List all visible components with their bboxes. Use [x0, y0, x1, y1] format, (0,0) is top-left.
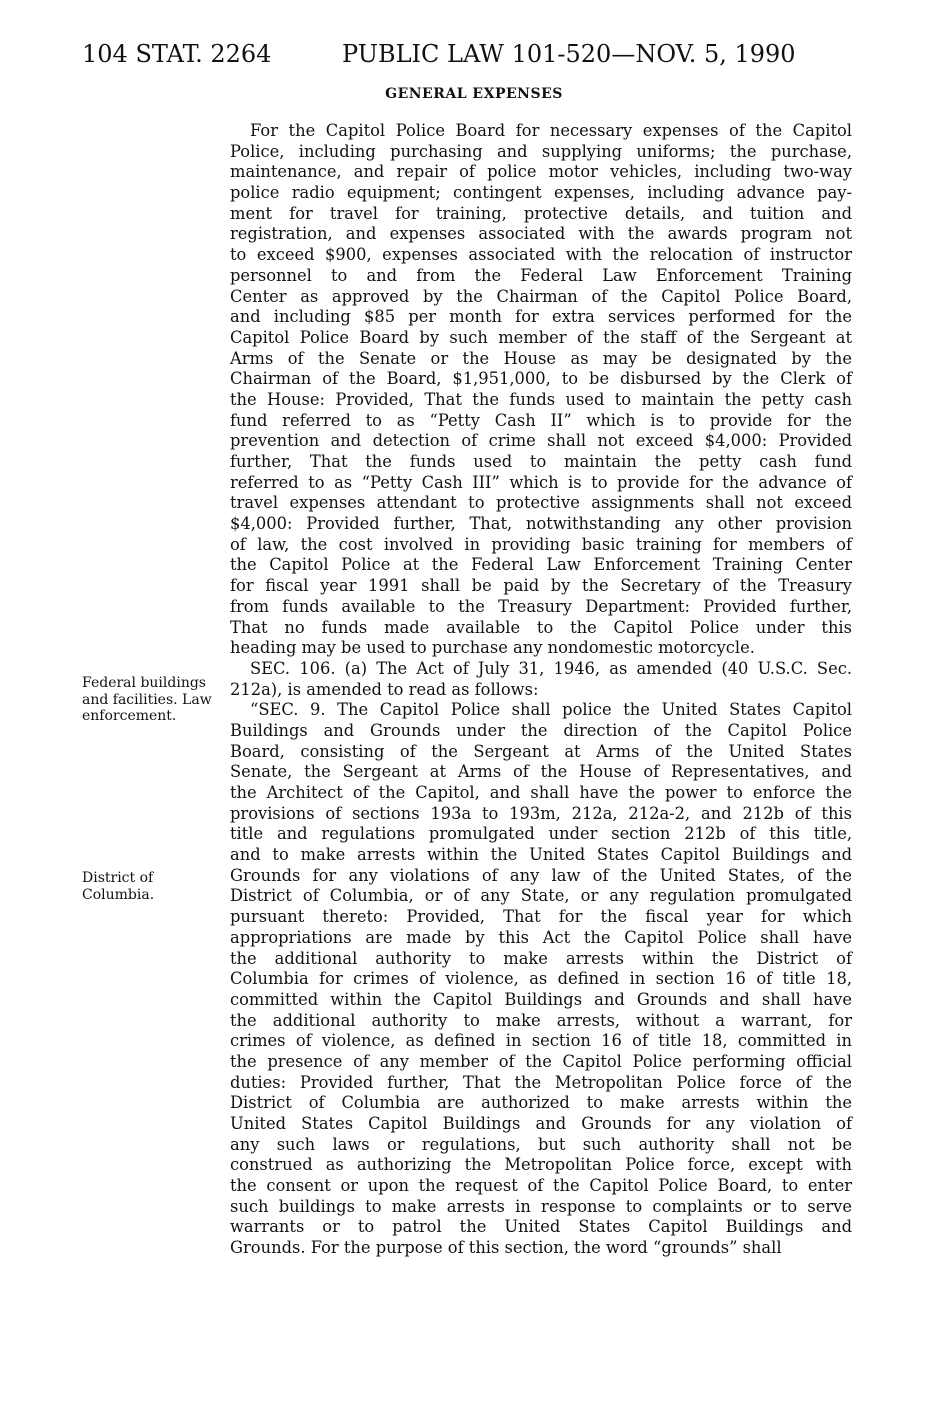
body-line: Grounds. For the purpose of this section, the word “grounds” shall: [230, 1238, 782, 1258]
body-line: from funds available to the Treasury Department: Provided further,: [230, 596, 852, 616]
body-line: title and regulations promulgated under section 212b of this title,: [230, 824, 852, 844]
body-line: duties: Provided further, That the Metropolitan Police force of the: [230, 1072, 852, 1092]
body-line: warrants or to patrol the United States Capitol Buildings and: [230, 1217, 852, 1237]
body-line: prevention and detection of crime shall not exceed $4,000: Provided: [230, 431, 852, 451]
body-line: provisions of sections 193a to 193m, 212a, 212a-2, and 212b of this: [230, 803, 852, 823]
body-line: District of Columbia, or of any State, or any regulation promulgated: [230, 886, 852, 906]
body-line: the additional authority to make arrests, without a warrant, for: [230, 1010, 852, 1030]
body-line: SEC. 106. (a) The Act of July 31, 1946, as amended (40 U.S.C. Sec.: [250, 658, 852, 678]
body-line: Grounds for any violations of any law of the United States, of the: [230, 865, 852, 885]
body-line: appropriations are made by this Act the Capitol Police shall have: [230, 927, 852, 947]
body-line: any such laws or regulations, but such authority shall not be: [230, 1134, 852, 1154]
body-line: further, That the funds used to maintain the petty cash fund: [230, 452, 852, 471]
body-line: $4,000: Provided further, That, notwithstanding any other provision: [230, 514, 852, 534]
body-text: [230, 121, 852, 1259]
body-line: for fiscal year 1991 shall be paid by the Secretary of the Treasury: [230, 576, 852, 596]
body-line: Columbia for crimes of violence, as defined in section 16 of title 18,: [230, 969, 852, 989]
body-line: the presence of any member of the Capitol Police performing official: [230, 1051, 852, 1071]
body-line: the Capitol Police at the Federal Law Enforcement Training Center: [230, 555, 852, 575]
body-line: Capitol Police Board by such member of the staff of the Sergeant at: [230, 327, 852, 347]
body-line: heading may be used to purchase any nondomestic motorcycle.: [230, 638, 755, 658]
body-line: crimes of violence, as defined in section 16 of title 18, committed in: [230, 1031, 852, 1051]
body-line: of law, the cost involved in providing basic training for members of: [230, 534, 852, 554]
body-line: committed within the Capitol Buildings and Grounds and shall have: [230, 989, 852, 1009]
body-line: the Architect of the Capitol, and shall have the power to enforce the: [230, 783, 852, 802]
body-line: For the Capitol Police Board for necessary expenses of the Capitol: [250, 121, 852, 140]
body-line: travel expenses attendant to protective assignments shall not exceed: [230, 493, 852, 513]
body-line: maintenance, and repair of police motor vehicles, including two-way: [230, 162, 852, 182]
running-header: [82, 40, 882, 80]
body-line: Board, consisting of the Sergeant at Arms of the United States: [230, 741, 852, 761]
body-line: That no funds made available to the Capitol Police under this: [230, 617, 852, 637]
body-line: “SEC. 9. The Capitol Police shall police the United States Capitol: [250, 700, 852, 720]
body-line: Senate, the Sergeant at Arms of the House of Representatives, and: [230, 762, 852, 782]
body-line: registration, and expenses associated with the awards program not: [230, 224, 852, 244]
body-line: ment for travel for training, protective details, and tuition and: [230, 203, 852, 223]
body-line: pursuant thereto: Provided, That for the fiscal year for which: [230, 907, 852, 927]
body-line: Arms of the Senate or the House as may be designated by the: [230, 348, 852, 368]
body-line: referred to as “Petty Cash III” which is to provide for the advance of: [230, 472, 852, 492]
margin-note-federal-buildings: Federal buildings and facilities. Law enforcement.: [82, 675, 212, 724]
body-line: to exceed $900, expenses associated with the relocation of instructor: [230, 245, 852, 265]
body-line: 212a), is amended to read as follows:: [230, 679, 539, 699]
body-line: personnel to and from the Federal Law Enforcement Training: [230, 265, 852, 285]
body-line: Chairman of the Board, $1,951,000, to be disbursed by the Clerk of: [230, 369, 852, 389]
body-line: the House: Provided, That the funds used to maintain the petty cash: [230, 389, 852, 409]
body-line: District of Columbia are authorized to make arrests within the: [230, 1093, 852, 1113]
body-line: Police, including purchasing and supplying uniforms; the purchase,: [230, 141, 852, 161]
section-heading: GENERAL EXPENSES: [385, 86, 563, 102]
body-line: United States Capitol Buildings and Grounds for any violation of: [230, 1114, 852, 1133]
stat-citation: 104 STAT. 2264: [82, 40, 272, 68]
body-line: fund referred to as “Petty Cash II” which is to provide for the: [230, 410, 852, 430]
public-law-title: PUBLIC LAW 101-520—NOV. 5, 1990: [342, 40, 796, 68]
margin-note-district-of-columbia: District of Columbia.: [82, 870, 155, 903]
body-line: the consent or upon the request of the Capitol Police Board, to enter: [230, 1176, 852, 1196]
body-line: such buildings to make arrests in response to complaints or to serve: [230, 1196, 852, 1216]
body-line: construed as authorizing the Metropolitan Police force, except with: [230, 1155, 852, 1175]
body-line: and to make arrests within the United States Capitol Buildings and: [230, 845, 852, 865]
body-line: the additional authority to make arrests within the District of: [230, 948, 852, 968]
body-line: police radio equipment; contingent expenses, including advance pay-: [230, 183, 852, 203]
body-line: Buildings and Grounds under the direction of the Capitol Police: [230, 720, 852, 740]
body-line: and including $85 per month for extra services performed for the: [230, 307, 852, 327]
body-line: Center as approved by the Chairman of the Capitol Police Board,: [230, 286, 852, 306]
